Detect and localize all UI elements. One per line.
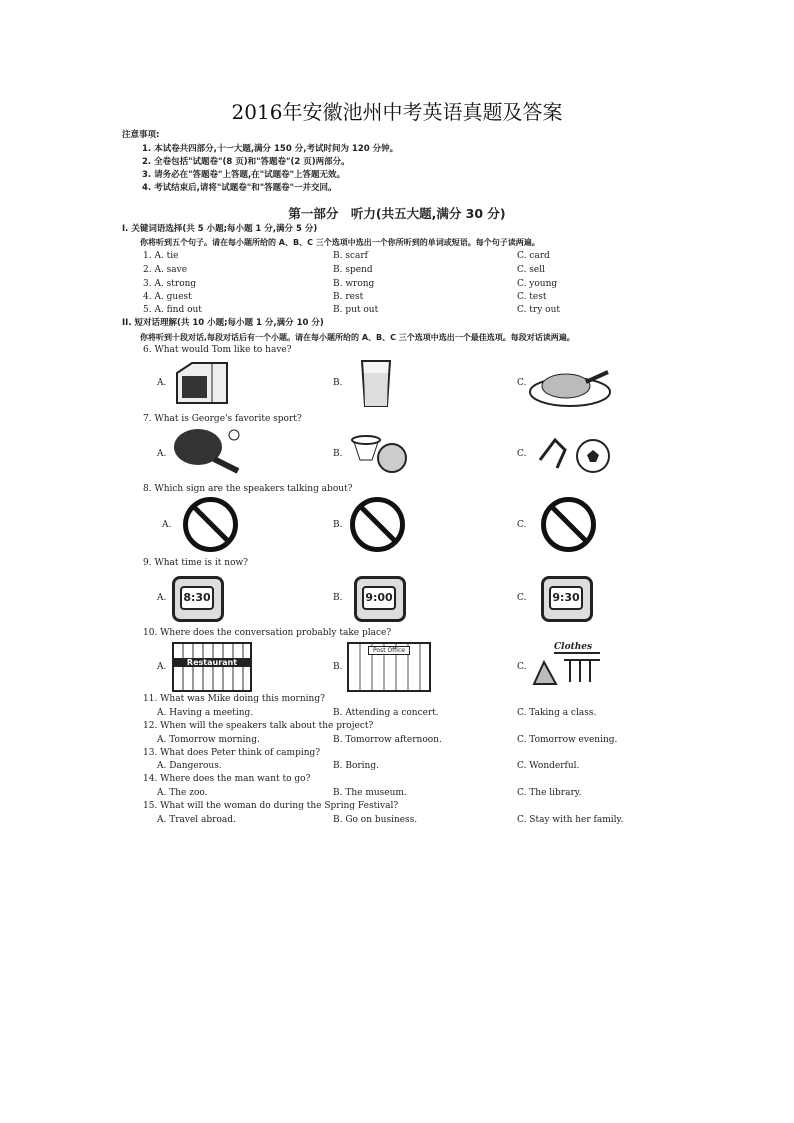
glass-icon — [358, 358, 394, 410]
question-14: 14. Where does the man want to go? — [143, 774, 311, 784]
question-6: 6. What would Tom like to have? — [143, 345, 292, 355]
option: 4. A. guest — [143, 292, 192, 302]
option-letter: C. — [517, 378, 527, 388]
milk-carton-icon — [172, 358, 232, 408]
option-letter: A. — [162, 520, 172, 530]
option: 5. A. find out — [143, 305, 202, 315]
no-swimming-sign-icon — [350, 497, 405, 552]
option: C. Taking a class. — [517, 708, 597, 718]
option-letter: C. — [517, 662, 527, 672]
clothes-sign: Clothes — [554, 642, 600, 654]
question-10: 10. Where does the conversation probably take place? — [143, 628, 392, 638]
option: A. Dangerous. — [157, 761, 222, 771]
option-letter: B. — [333, 593, 343, 603]
question-7: 7. What is George's favorite sport? — [143, 414, 302, 424]
option: C. try out — [517, 305, 560, 315]
option: C. sell — [517, 265, 545, 275]
clothes-shop-icon — [530, 642, 604, 688]
section2-instruction: 你将听到十段对话,每段对话后有一个小题。请在每小题所给的 A、B、C 三个选项中选出一个最佳选项。每段对话读两遍。 — [140, 333, 575, 342]
option: B. rest — [333, 292, 364, 302]
option: C. Stay with her family. — [517, 815, 624, 825]
option-letter: B. — [333, 520, 343, 530]
clock-time: 9:00 — [362, 586, 396, 610]
option: B. scarf — [333, 251, 368, 261]
option: C. The library. — [517, 788, 582, 798]
question-9: 9. What time is it now? — [143, 558, 249, 568]
section1-instruction: 你将听到五个句子。请在每小题所给的 A、B、C 三个选项中选出一个你所听到的单词或短语。每个句子读两遍。 — [140, 238, 540, 247]
option-letter: A. — [157, 378, 167, 388]
option: B. spend — [333, 265, 373, 275]
option: B. Tomorrow afternoon. — [333, 735, 442, 745]
option: C. Tomorrow evening. — [517, 735, 618, 745]
option-letter: B. — [333, 449, 343, 459]
section2-heading: II. 短对话理解(共 10 小题;每小题 1 分,满分 10 分) — [122, 318, 324, 328]
restaurant-building-icon — [172, 642, 252, 692]
clock-icon — [354, 576, 406, 622]
notes-heading: 注意事项: — [122, 130, 160, 140]
option-letter: B. — [333, 662, 343, 672]
no-photo-sign-icon — [183, 497, 238, 552]
option: B. The museum. — [333, 788, 407, 798]
clock-icon — [172, 576, 224, 622]
option-letter: B. — [333, 378, 343, 388]
option: 1. A. tie — [143, 251, 179, 261]
post-office-building-icon — [347, 642, 431, 692]
note-item: 4. 考试结束后,请将"试题卷"和"答题卷"一并交回。 — [142, 183, 337, 193]
option: C. Wonderful. — [517, 761, 580, 771]
option-letter: C. — [517, 449, 527, 459]
clothes-rack-icon — [530, 654, 604, 686]
option: 3. A. strong — [143, 279, 197, 289]
option-letter: A. — [157, 593, 167, 603]
option: A. Tomorrow morning. — [157, 735, 260, 745]
option: A. The zoo. — [157, 788, 208, 798]
note-item: 1. 本试卷共四部分,十一大题,满分 150 分,考试时间为 120 分钟。 — [142, 144, 399, 154]
option: B. wrong — [333, 279, 375, 289]
question-15: 15. What will the woman do during the Spring Festival? — [143, 801, 399, 811]
basketball-icon — [348, 430, 410, 475]
option: 2. A. save — [143, 265, 188, 275]
option: C. card — [517, 251, 550, 261]
post-office-sign: Post Office — [368, 646, 410, 655]
option-letter: A. — [157, 449, 167, 459]
clock-icon — [541, 576, 593, 622]
part1-heading: 第一部分 听力(共五大题,满分 30 分) — [288, 206, 506, 221]
option: B. Attending a concert. — [333, 708, 439, 718]
note-item: 2. 全卷包括"试题卷"(8 页)和"答题卷"(2 页)两部分。 — [142, 157, 350, 167]
soccer-icon — [535, 430, 613, 475]
no-parking-sign-icon — [541, 497, 596, 552]
chicken-plate-icon — [528, 362, 618, 408]
option: A. Having a meeting. — [157, 708, 254, 718]
question-12: 12. When will the speakers talk about the project? — [143, 721, 374, 731]
question-11: 11. What was Mike doing this morning? — [143, 694, 325, 704]
option-letter: C. — [517, 520, 527, 530]
restaurant-sign: Restaurant — [174, 658, 250, 667]
page-title: 2016年安徽池州中考英语真题及答案 — [231, 100, 563, 124]
option: C. test — [517, 292, 547, 302]
option: A. Travel abroad. — [157, 815, 236, 825]
clock-time: 8:30 — [180, 586, 214, 610]
ping-pong-paddle-icon — [170, 425, 245, 475]
option: B. Go on business. — [333, 815, 418, 825]
section1-heading: I. 关键词语选择(共 5 小题;每小题 1 分,满分 5 分) — [122, 224, 318, 234]
option: B. put out — [333, 305, 379, 315]
question-13: 13. What does Peter think of camping? — [143, 748, 321, 758]
clock-time: 9:30 — [549, 586, 583, 610]
option-letter: C. — [517, 593, 527, 603]
option-letter: A. — [157, 662, 167, 672]
question-8: 8. Which sign are the speakers talking about? — [143, 484, 353, 494]
option: B. Boring. — [333, 761, 379, 771]
note-item: 3. 请务必在"答题卷"上答题,在"试题卷"上答题无效。 — [142, 170, 346, 180]
option: C. young — [517, 279, 558, 289]
